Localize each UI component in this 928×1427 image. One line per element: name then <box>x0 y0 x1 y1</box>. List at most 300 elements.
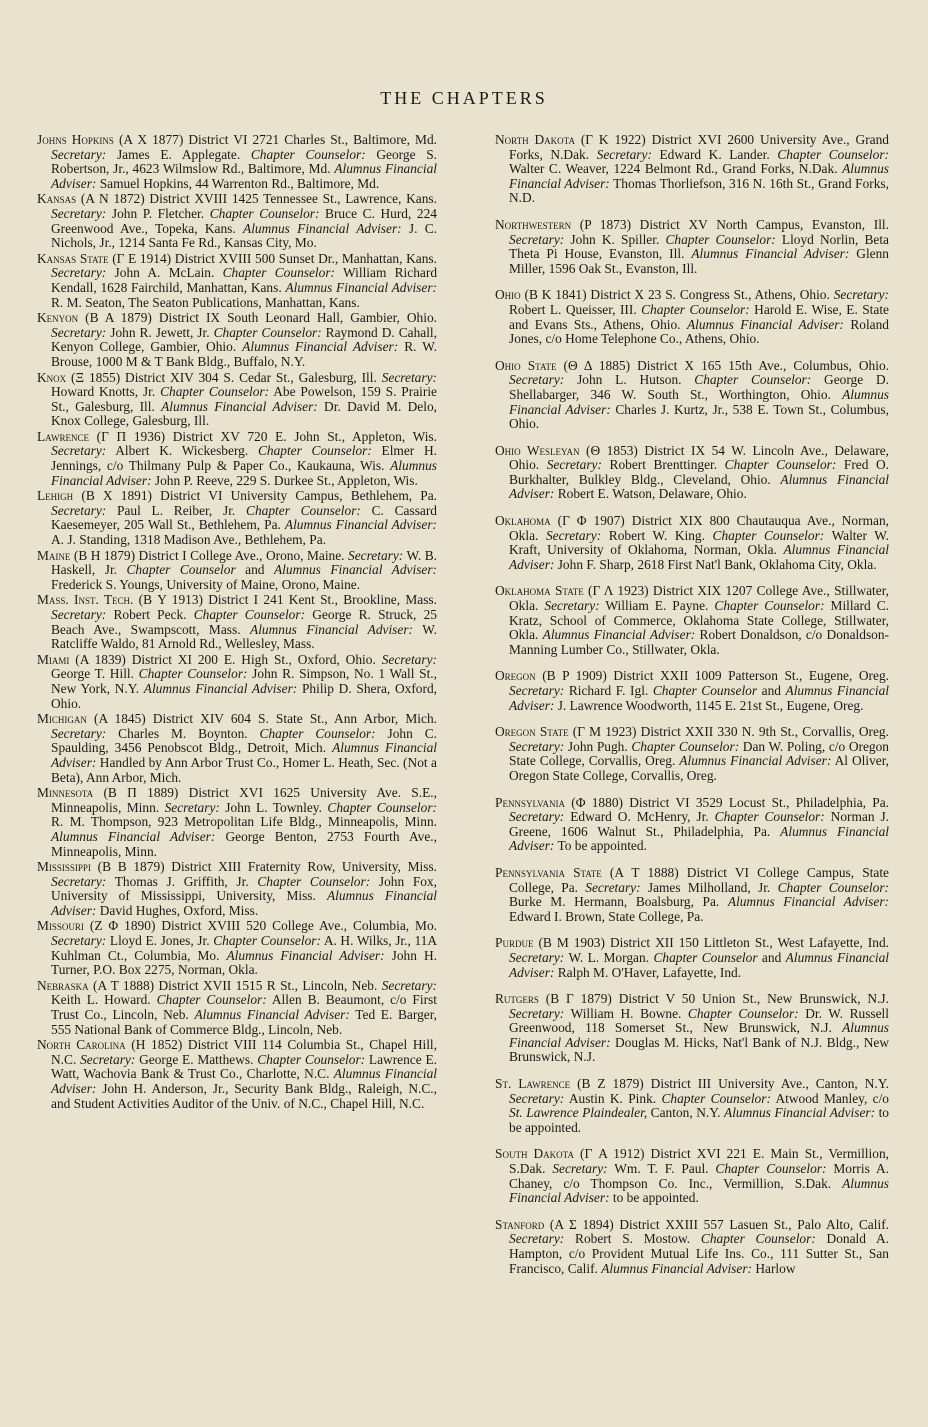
entry-text: College Ave., Orono, Maine. <box>190 547 348 563</box>
role-label: Secretary: <box>552 1161 608 1177</box>
role-label: Alumnus Financial Adviser: <box>51 828 216 844</box>
role-label: Secretary: <box>509 809 565 825</box>
role-label: Alumnus Financial Adviser: <box>509 1175 889 1206</box>
chapter-name: Pennsylvania State <box>495 864 602 880</box>
chapter-district: (B M 1903) District XII <box>533 935 674 951</box>
entry-text: Robert L. Queisser, III. <box>509 301 642 317</box>
chapter-district: (Γ A 1912) District XVI <box>573 1146 721 1162</box>
chapter-entry <box>495 796 889 854</box>
role-label: Alumnus Financial Adviser: <box>284 517 437 533</box>
entry-text: Donald A. Hampton, c/o Provident Mutual Life Ins. Co., 111 Sutter St., San Francisco, Calif. <box>509 1231 889 1276</box>
role-label: Chapter Counselor: <box>259 725 376 741</box>
chapter-entry <box>37 430 437 488</box>
entry-text: Al Oliver, Oregon State College, Corvallis, Oreg. <box>509 753 889 783</box>
entry-text: Ralph M. O'Haver, Lafayette, Ind. <box>554 964 742 980</box>
entry-text: Lloyd Norlin, Beta Theta Pi House, Evanston, Ill. <box>509 231 889 262</box>
chapter-entry <box>495 133 889 206</box>
role-label: Chapter Counselor: <box>777 879 889 895</box>
entry-text: Philip D. Shera, Oxford, Ohio. <box>51 680 437 711</box>
role-label: Secretary: <box>51 502 107 518</box>
chapter-entry <box>495 1077 889 1135</box>
chapter-name: Missouri <box>37 918 84 934</box>
chapter-district: (Γ E 1914) District XVIII <box>108 250 252 266</box>
chapter-name: Oregon State <box>495 724 569 740</box>
entry-text: Edward I. Brown, State College, Pa. <box>509 908 704 924</box>
entry-text: George D. Shellabarger, 346 W. South St., Worthington, Ohio. <box>509 372 889 402</box>
role-label: Secretary: <box>51 873 107 889</box>
right-column <box>495 133 889 1288</box>
chapter-district: (B K 1841) District X <box>520 287 645 303</box>
role-label: Alumnus Financial Adviser: <box>509 542 889 572</box>
entry-text: Samuel Hopkins, 44 Warrenton Rd., Baltimore, Md. <box>96 175 380 191</box>
chapter-entry <box>495 444 889 502</box>
entry-text: Dr. David M. Delo, Knox College, Galesburg, Ill. <box>51 398 438 429</box>
role-label: Secretary: <box>509 949 565 965</box>
chapter-entry <box>495 514 889 572</box>
role-label: Chapter Counselor: <box>694 372 812 388</box>
entry-text: Albert K. Wickesberg. <box>106 443 258 459</box>
entry-text: J. C. Nichols, Jr., 1214 Santa Fe Rd., Kansas City, Mo. <box>51 220 437 251</box>
role-label: Alumnus Financial Adviser: <box>509 161 889 191</box>
entry-text: C. Cassard Kaesemeyer, 205 Wall St., Bethlehem, Pa. <box>51 502 438 533</box>
entry-text: Elmer H. Jennings, c/o Thilmany Pulp & Paper Co., Kaukauna, Wis. <box>51 443 437 474</box>
chapter-name: Knox <box>37 369 67 385</box>
entry-text: Frederick S. Youngs, University of Maine, Orono, Maine. <box>51 576 361 592</box>
role-label: Chapter Counselor: <box>213 933 321 949</box>
chapter-name: Oklahoma <box>495 513 551 529</box>
chapter-district: (A N 1872) District XVIII <box>76 191 228 207</box>
chapter-district: (B P 1909) District XXII <box>535 668 689 684</box>
chapter-name: Oklahoma State <box>495 583 584 599</box>
role-label: Chapter Counselor: <box>631 738 740 754</box>
role-label: Alumnus Financial Adviser: <box>51 740 438 770</box>
entry-text: Charles M. Boynton. <box>106 725 260 741</box>
chapter-name: North Carolina <box>37 1037 126 1053</box>
role-label: Chapter Counselor: <box>700 1231 816 1247</box>
chapter-district: (A Τ 1888) District VI <box>601 864 749 880</box>
entry-text: Raymond D. Cahall, Kenyon College, Gambier, Ohio. <box>51 324 437 355</box>
entry-text: College Campus, State College, Pa. <box>509 864 889 895</box>
chapter-entry <box>37 860 437 918</box>
entry-text: South Leonard Hall, Gambier, Ohio. <box>227 310 437 326</box>
entry-text: Douglas M. Hicks, Nat'l Bank of N.J. Bldg., New Brunswick, N.J. <box>509 1034 889 1065</box>
entry-text: David Hughes, Oxford, Miss. <box>96 902 259 918</box>
entry-text: James E. Applegate. <box>106 146 251 162</box>
entry-text: Keith L. Howard. <box>51 992 157 1008</box>
role-label: Secretary: <box>164 799 220 815</box>
chapter-district: (P 1873) District XV <box>571 216 708 232</box>
chapter-entry <box>37 371 437 429</box>
chapter-entry <box>37 311 437 369</box>
entry-text: Harold E. Wise, E. State and Evans Sts., Athens, Ohio. <box>509 301 889 332</box>
role-label: Secretary: <box>348 547 404 563</box>
entry-text: University Campus, Bethlehem, Pa. <box>230 488 437 504</box>
entry-text: Walter C. Weaver, 1224 Belmont Rd., Grand Forks, N.Dak. <box>509 161 843 177</box>
role-label: Alumnus Financial Adviser: <box>724 1105 876 1121</box>
role-label: Chapter Counselor: <box>777 146 890 162</box>
role-label: Secretary: <box>51 146 107 162</box>
role-label: Secretary: <box>544 598 600 614</box>
running-head: THE CHAPTERS <box>380 88 548 108</box>
entry-text: Glenn Miller, 1596 Oak St., Evanston, Ill. <box>509 246 889 276</box>
role-label: Secretary: <box>381 369 437 385</box>
left-column <box>37 133 437 1112</box>
chapter-district: (Θ 1853) District IX <box>579 442 706 458</box>
entry-text: John F. Sharp, 2618 First Nat'l Bank, Oklahoma City, Okla. <box>554 556 877 572</box>
role-label: Secretary: <box>509 231 565 247</box>
chapter-name: Stanford <box>495 1216 545 1232</box>
role-label: Alumnus Financial Adviser: <box>51 458 437 488</box>
entry-text: Howard Knotts, Jr. <box>51 384 161 400</box>
entry-text: Robert W. King. <box>601 527 713 543</box>
entry-text: Lawrence E. Watt, Wachovia Bank & Trust Co., Charlotte, N.C. <box>51 1051 437 1082</box>
entry-text: John C. Spaulding, 3456 Penobscot Bldg., Detroit, Mich. <box>51 725 437 756</box>
entry-text: A. H. Wilks, Jr., 11A Kuhlman Ct., Columbia, Mo. <box>51 933 438 963</box>
chapter-entry <box>495 1147 889 1205</box>
role-label: Chapter Counselor: <box>257 1051 366 1067</box>
chapter-name: Rutgers <box>495 991 539 1007</box>
role-label: Alumnus Financial Adviser: <box>194 1007 350 1023</box>
chapter-district: (B H 1879) District I <box>70 547 187 563</box>
chapter-district: (Γ Π 1936) District XV <box>88 428 240 444</box>
entry-text: 114 Columbia St., Chapel Hill, N.C. <box>51 1037 437 1067</box>
chapter-entry <box>495 936 889 980</box>
chapter-district: (Θ Δ 1885) District X <box>556 357 695 373</box>
entry-text: 221 E. Main St., Vermillion, S.Dak. <box>509 1146 889 1177</box>
chapter-entry <box>495 288 889 346</box>
entry-text: Robert Donaldson, c/o Donaldson-Manning Lumber Co., Stillwater, Okla. <box>509 627 890 657</box>
chapter-name: St. Lawrence <box>495 1076 571 1092</box>
role-label: Chapter Counselor: <box>714 598 825 614</box>
chapter-district: (Γ M 1923) District XXII <box>568 724 714 740</box>
entry-text: Austin K. Pink. <box>564 1090 662 1106</box>
entry-text: Allen B. Beaumont, c/o First Trust Co., Lincoln, Neb. <box>51 992 437 1023</box>
role-label: Chapter Counselor <box>126 562 236 578</box>
entry-text: John L. Hutson. <box>564 372 695 388</box>
role-label: Alumnus Financial Adviser: <box>601 1260 752 1276</box>
entry-text: Morris A. Chaney, c/o Thompson Co. Inc., Vermillion, S.Dak. <box>509 1161 889 1191</box>
role-label: Chapter Counselor: <box>687 1005 799 1021</box>
entry-text: 2721 Charles St., Baltimore, Md. <box>252 132 437 147</box>
chapter-district: (B Z 1879) District III <box>570 1076 712 1092</box>
role-label: Chapter Counselor: <box>327 799 438 815</box>
chapter-name: Lawrence <box>37 428 89 444</box>
entry-text: Burke M. Hermann, Boalsburg, Pa. <box>509 894 728 910</box>
entry-text: 1515 R St., Lincoln, Neb. <box>235 977 382 993</box>
chapter-name: Michigan <box>37 711 87 727</box>
role-label: Alumnus Financial Adviser: <box>542 627 696 643</box>
chapter-name: Kenyon <box>37 310 79 326</box>
chapter-name: Mass. Inst. Tech. <box>37 592 134 608</box>
role-label: Chapter Counselor: <box>246 502 361 518</box>
entry-text: W. B. Haskell, Jr. <box>51 547 437 578</box>
entry-text: to be appointed. <box>609 1190 699 1206</box>
chapter-district: (A 1845) District XIV <box>86 711 224 727</box>
entry-text: A. J. Standing, 1318 Madison Ave., Bethlehem, Pa. <box>51 532 326 548</box>
entry-text: Ted E. Barger, 555 National Bank of Commerce Bldg., Lincoln, Neb. <box>51 1007 437 1037</box>
chapter-entry <box>37 593 437 651</box>
chapter-entry <box>495 725 889 783</box>
entry-text: Edward K. Lander. <box>651 146 778 162</box>
role-label: Chapter Counselor: <box>257 443 372 459</box>
entry-text: 557 Lasuen St., Palo Alto, Calif. <box>703 1216 890 1232</box>
chapter-entry <box>37 192 437 250</box>
entry-text: William H. Bowne. <box>564 1005 688 1021</box>
entry-text: 304 S. Cedar St., Galesburg, Ill. <box>198 369 382 385</box>
entry-text: 604 S. State St., Ann Arbor, Mich. <box>230 711 437 727</box>
role-label: Secretary: <box>381 651 437 667</box>
entry-text: James Milholland, Jr. <box>640 879 778 895</box>
role-label: Secretary: <box>381 977 437 993</box>
entry-text: 200 E. High St., Oxford, Ohio. <box>197 651 382 667</box>
entry-text: John H. Anderson, Jr., Security Bank Bldg., Raleigh, N.C., and Student Activities Auditor of the Univ. of N.C., Chapel Hill, N.C. <box>51 1081 437 1111</box>
entry-text: 2600 University Ave., Grand Forks, N.Dak. <box>509 132 889 162</box>
chapter-name: Ohio Wesleyan <box>495 442 580 458</box>
chapter-name: Mississippi <box>37 859 91 875</box>
entry-text: W. L. Morgan. <box>564 949 654 965</box>
role-label: Chapter Counselor: <box>712 527 825 543</box>
entry-text: J. Lawrence Woodworth, 1145 E. 21st St., Eugene, Oreg. <box>554 697 864 713</box>
entry-text: John R. Simpson, No. 1 Wall St., New York, N.Y. <box>51 666 438 696</box>
chapter-district: (Ξ 1855) District XIV <box>66 369 194 385</box>
chapter-district: (B Γ 1879) District V <box>538 991 675 1007</box>
entry-text: North Campus, Evanston, Ill. <box>716 216 889 232</box>
role-label: Secretary: <box>509 683 565 698</box>
role-label: Secretary: <box>509 1005 565 1021</box>
entry-text: Norman J. Greene, 1606 Walnut St., Philadelphia, Pa. <box>509 809 890 839</box>
chapter-entry <box>495 992 889 1065</box>
entry-text: Robert E. Watson, Delaware, Ohio. <box>554 486 747 502</box>
role-label: Alumnus Financial Adviser: <box>51 1066 437 1096</box>
entry-text: 165 15th Ave., Columbus, Ohio. <box>701 357 889 373</box>
role-label: Chapter Counselor: <box>250 146 366 162</box>
entry-text: 720 E. John St., Appleton, Wis. <box>247 428 437 444</box>
entry-text: Bruce C. Hurd, 224 Greenwood Ave., Topeka, Kans. <box>51 205 437 236</box>
chapter-name: Kansas <box>37 191 77 207</box>
chapter-name: Oregon <box>495 668 536 684</box>
role-label: Alumnus Financial Adviser: <box>686 316 844 332</box>
entry-text: Walter W. Kraft, University of Oklahoma, Norman, Okla. <box>509 527 890 558</box>
role-label: Alumnus Financial Adviser: <box>226 947 385 963</box>
role-label: Secretary: <box>833 287 889 303</box>
role-label: Alumnus Financial Adviser: <box>250 621 413 637</box>
role-label: Secretary: <box>51 324 107 340</box>
chapter-district: (B A 1879) District IX <box>78 310 221 326</box>
role-label: Secretary: <box>51 205 107 221</box>
chapter-entry <box>37 133 437 191</box>
entry-text: John L. Townley. <box>219 799 328 815</box>
role-label: Chapter Counselor <box>653 949 758 965</box>
entry-text: John K. Spiller. <box>564 231 666 247</box>
entry-text: Thomas Thorliefson, 316 N. 16th St., Grand Forks, N.D. <box>509 175 889 206</box>
chapter-entry <box>495 359 889 432</box>
role-label: Alumnus Financial Adviser: <box>509 471 890 502</box>
chapter-district: (Φ 1880) District VI <box>564 794 690 810</box>
role-label: Secretary: <box>596 146 652 162</box>
role-label: Alumnus Financial Adviser: <box>242 339 399 355</box>
entry-text: 1009 Patterson St., Eugene, Oreg. <box>694 668 889 684</box>
role-label: Alumnus Financial Adviser: <box>509 949 890 980</box>
entry-text: George Benton, 2753 Fourth Ave., Minneapolis, Minn. <box>51 828 438 859</box>
chapter-entry <box>37 979 437 1037</box>
chapter-district: (H 1852) District VIII <box>125 1037 257 1053</box>
entry-text: 23 S. Congress St., Athens, Ohio. <box>647 287 834 303</box>
chapter-district: (A 1839) District XI <box>69 651 192 667</box>
entry-text: 54 W. Lincoln Ave., Delaware, Ohio. <box>509 442 889 473</box>
chapter-district: (B B 1879) District XIII <box>90 859 242 875</box>
role-label: Alumnus Financial Adviser: <box>285 279 437 295</box>
role-label: Alumnus Financial Adviser: <box>509 683 889 713</box>
chapter-district: (A Σ 1894) District XXIII <box>544 1216 698 1232</box>
role-label: Secretary: <box>80 1051 136 1067</box>
role-label: Chapter Counselor: <box>213 324 322 340</box>
entry-text: Edward O. McHenry, Jr. <box>564 809 715 825</box>
role-label: Alumnus Financial Adviser: <box>509 386 889 417</box>
chapter-district: (A X 1877) District VI <box>113 132 248 147</box>
role-label: Alumnus Financial Adviser: <box>51 888 438 918</box>
chapter-entry <box>37 919 437 977</box>
entry-text: 1425 Tennessee St., Lawrence, Kans. <box>231 191 437 207</box>
role-label: Chapter Counselor <box>652 683 758 698</box>
role-label: Alumnus Financial Adviser: <box>727 894 889 910</box>
entry-text: John P. Reeve, 229 S. Durkee St., Appleton, Wis. <box>151 472 418 488</box>
entry-text: Abe Powelson, 159 S. Prairie St., Galesburg, Ill. <box>51 384 437 414</box>
entry-text: Richard F. Igl. <box>564 683 653 698</box>
chapter-district: (Z Φ 1890) District XVIII <box>83 918 241 934</box>
entry-text: George S. Robertson, Jr., 4623 Wilmslow Rd., Baltimore, Md. <box>51 146 438 177</box>
role-label: Secretary: <box>545 527 602 543</box>
chapter-district: (B Π 1889) District XVI <box>93 785 263 801</box>
chapter-entry <box>495 584 889 657</box>
role-label: Secretary: <box>51 725 107 741</box>
chapter-entry <box>495 1218 889 1276</box>
entry-text: John R. Jewett, Jr. <box>106 324 214 340</box>
entry-text: Wm. T. F. Paul. <box>607 1161 716 1177</box>
role-label: St. Lawrence Plaindealer, <box>509 1105 648 1121</box>
role-label: Chapter Counselor: <box>714 809 825 825</box>
role-label: Chapter Counselor: <box>665 231 776 247</box>
entry-text: Robert S. Mostow. <box>564 1231 701 1247</box>
chapter-name: Maine <box>37 547 71 563</box>
chapter-name: Minnesota <box>37 785 94 801</box>
chapter-name: Lehigh <box>37 488 74 504</box>
chapter-entry <box>495 218 889 276</box>
entry-text: George E. Matthews. <box>135 1051 258 1067</box>
entry-text: University Ave., Canton, N.Y. <box>718 1076 890 1092</box>
role-label: Chapter Counselor: <box>724 457 837 473</box>
role-label: Chapter Counselor: <box>222 265 336 281</box>
chapter-entry <box>37 712 437 785</box>
entry-text: John H. Turner, P.O. Box 2275, Norman, Okla. <box>51 947 438 978</box>
entry-text: 330 N. 9th St., Corvallis, Oreg. <box>717 724 889 740</box>
role-label: Chapter Counselor: <box>193 607 306 622</box>
role-label: Secretary: <box>51 443 107 459</box>
entry-text: 50 Union St., New Brunswick, N.J. <box>681 991 889 1007</box>
entry-text: Lloyd E. Jones, Jr. <box>106 933 214 949</box>
chapter-entry <box>495 866 889 924</box>
entry-text: R. W. Brouse, 1000 M & T Bank Bldg., Buffalo, N.Y. <box>51 339 438 369</box>
chapter-district: (B X 1891) District VI <box>73 488 223 504</box>
chapter-district: (Γ Φ 1907) District XIX <box>550 513 703 529</box>
chapter-district: (Γ Λ 1923) District XIX <box>583 583 722 599</box>
entry-text: Canton, N.Y. <box>647 1105 725 1121</box>
role-label: Chapter Counselor: <box>257 873 371 889</box>
role-label: Chapter Counselor: <box>156 992 267 1008</box>
role-label: Alumnus Financial Adviser: <box>143 680 298 696</box>
entry-text: 1207 College Ave., Stillwater, Okla. <box>509 583 889 614</box>
chapter-name: Ohio <box>495 287 521 303</box>
role-label: Secretary: <box>509 1231 565 1247</box>
role-label: Chapter Counselor: <box>209 205 320 221</box>
role-label: Chapter Counselor: <box>138 666 248 682</box>
entry-text: Thomas J. Griffith, Jr. <box>106 873 258 889</box>
entry-text: 520 College Ave., Columbia, Mo. <box>246 918 437 934</box>
entry-text: John Pugh. <box>564 738 632 754</box>
role-label: Secretary: <box>51 607 107 622</box>
chapter-entry <box>37 786 437 859</box>
role-label: Alumnus Financial Adviser: <box>679 753 832 769</box>
entry-text: 800 Chautauqua Ave., Norman, Okla. <box>509 513 889 543</box>
entry-text: William Richard Kendall, 1628 Fairchild, Manhattan, Kans. <box>51 265 438 295</box>
entry-text: and <box>757 949 786 965</box>
entry-text: John P. Fletcher. <box>106 205 210 221</box>
role-label: Secretary: <box>585 879 641 895</box>
entry-text: Dr. W. Russell Greenwood, 118 Somerset St., New Brunswick, N.J. <box>509 1005 890 1036</box>
entry-text: Millard C. Kratz, School of Commerce, Oklahoma State College, Stillwater, Okla. <box>509 598 889 643</box>
chapter-name: Pennsylvania <box>495 794 565 810</box>
entry-text: Roland Jones, c/o Home Telephone Co., Athens, Ohio. <box>509 316 890 347</box>
chapter-entry <box>37 653 437 711</box>
entry-text: John Fox, University of Mississippi, University, Miss. <box>51 873 438 904</box>
entry-text: Harlow <box>751 1260 796 1276</box>
entry-text: To be appointed. <box>554 838 647 854</box>
role-label: Secretary: <box>509 738 565 754</box>
chapter-district: (B Υ 1913) District I <box>133 592 259 608</box>
role-label: Secretary: <box>509 372 565 388</box>
role-label: Alumnus Financial Adviser: <box>161 398 318 414</box>
entry-text: R. M. Thompson, 923 Metropolitan Life Bldg., Minneapolis, Minn. <box>51 814 437 830</box>
role-label: Chapter Counselor: <box>715 1161 827 1177</box>
entry-text: Fraternity Row, University, Miss. <box>247 859 438 875</box>
entry-text: Paul L. Reiber, Jr. <box>106 502 247 518</box>
role-label: Alumnus Financial Adviser: <box>509 823 890 854</box>
chapter-entry <box>37 252 437 310</box>
role-label: Alumnus Financial Adviser: <box>51 161 438 191</box>
entry-text: Robert Brenttinger. <box>601 457 725 473</box>
chapter-district: (Γ K 1922) District XVI <box>574 132 722 147</box>
entry-text: and <box>757 683 786 698</box>
entry-text: Handled by Ann Arbor Trust Co., Homer L. Heath, Sec. (Not a Beta), Ann Arbor, Mich. <box>51 754 437 785</box>
entry-text: 3529 Locust St., Philadelphia, Pa. <box>695 794 889 810</box>
role-label: Chapter Counselor: <box>641 301 750 317</box>
chapter-entry <box>37 489 437 547</box>
chapter-entry <box>495 669 889 713</box>
entry-text: Fred O. Burkhalter, Bulkley Bldg., Cleveland, Ohio. <box>509 457 889 487</box>
role-label: Alumnus Financial Adviser: <box>509 1020 889 1050</box>
entry-text: 241 Kent St., Brookline, Mass. <box>263 592 437 608</box>
chapter-name: Purdue <box>495 935 534 951</box>
entry-text: and <box>235 562 274 578</box>
role-label: Secretary: <box>546 457 602 473</box>
chapter-entry <box>37 1038 437 1111</box>
entry-text: 150 Littleton St., West Lafayette, Ind. <box>678 935 889 951</box>
chapter-name: Nebraska <box>37 977 89 993</box>
entry-text: Dan W. Poling, c/o Oregon State College, Corvallis, Oreg. <box>509 738 890 769</box>
role-label: Secretary: <box>51 933 107 949</box>
role-label: Alumnus Financial Adviser: <box>274 562 438 578</box>
chapter-name: Kansas State <box>37 250 109 266</box>
entry-text: Charles J. Kurtz, Jr., 538 E. Town St., Columbus, Ohio. <box>509 401 889 432</box>
